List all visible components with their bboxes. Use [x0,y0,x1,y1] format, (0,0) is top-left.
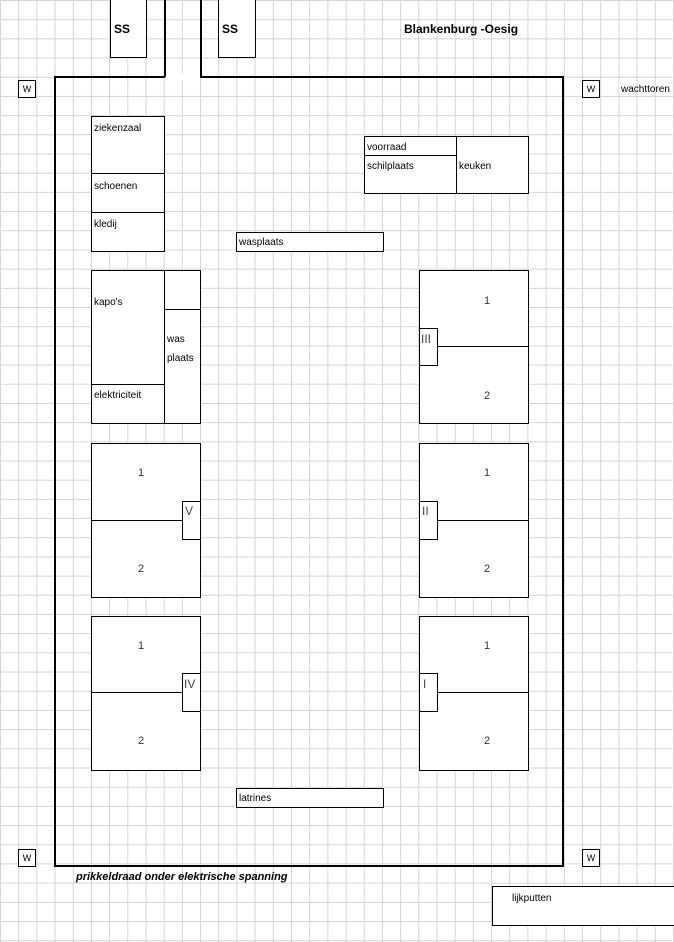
barrack-V-room-1: 1 [138,467,145,479]
lijkputten [492,886,674,926]
lijkputten-label: lijkputten [512,893,552,904]
barrack-V-room-2: 2 [138,563,145,575]
barrack-I-room-2: 2 [484,735,491,747]
wasplaats-top-label: wasplaats [239,237,284,248]
entrance-right-wall [200,0,202,77]
barrack-II-room-1: 1 [484,467,491,479]
latrines-label: latrines [239,793,272,804]
map-title: Blankenburg -Oesig [404,22,519,36]
barrack-II-divider [437,520,529,521]
camp-entrance-gap [165,74,200,80]
barrack-I-washroom [419,673,438,712]
barrack-IV-room-1: 1 [138,640,145,652]
ziekenzaal-label: ziekenzaal [94,123,142,134]
keuken-label: keuken [459,161,492,172]
barrack-IV-divider [91,692,183,693]
kapos-divider-h1 [164,309,201,310]
schoenen-label: schoenen [94,181,138,192]
barrack-II-room-2: 2 [484,563,491,575]
kapos-divider-v [164,270,165,424]
fence-note: prikkeldraad onder elektrische spanning [76,871,288,883]
barrack-IV-room-2: 2 [138,735,145,747]
barrack-III-room-1: 1 [484,295,491,307]
watchtower-legend: wachttoren [621,84,670,95]
ss-post-right-label: SS [222,22,239,36]
watchtower-bottom-right: W [582,849,600,867]
elektriciteit-label: elektriciteit [94,390,142,401]
kitchen-divider-h [364,155,456,156]
plaats-label: plaats [167,353,194,364]
barrack-I-room-1: 1 [484,640,491,652]
barrack-V-divider [91,520,183,521]
barrack-II-label: II [422,504,429,518]
voorraad-label: voorraad [367,142,407,153]
latrines [236,788,384,808]
was-label: was [167,334,185,345]
watchtower-top-right: W [582,80,600,98]
watchtower-bottom-left: W [18,849,36,867]
infirmary-divider-1 [91,173,165,174]
entrance-left-wall [164,0,166,77]
barrack-IV-label: IV [184,677,196,691]
barrack-I-label: I [423,677,427,691]
infirmary-divider-2 [91,212,165,213]
barrack-III-divider [437,346,529,347]
schilplaats-label: schilplaats [367,161,414,172]
kledij-label: kledij [94,219,117,230]
barrack-I-divider [437,692,529,693]
barrack-V-label: V [185,504,194,518]
barrack-III-room-2: 2 [484,390,491,402]
kapos-label: kapo's [94,297,123,308]
watchtower-top-left: W [18,80,36,98]
ss-post-left [110,0,147,58]
ss-post-right [218,0,256,58]
wasplaats-top [236,232,384,252]
barrack-III-label: III [421,332,432,346]
ss-post-left-label: SS [114,22,131,36]
kapos-divider-h2 [91,384,165,385]
kitchen-divider-v [456,136,457,194]
